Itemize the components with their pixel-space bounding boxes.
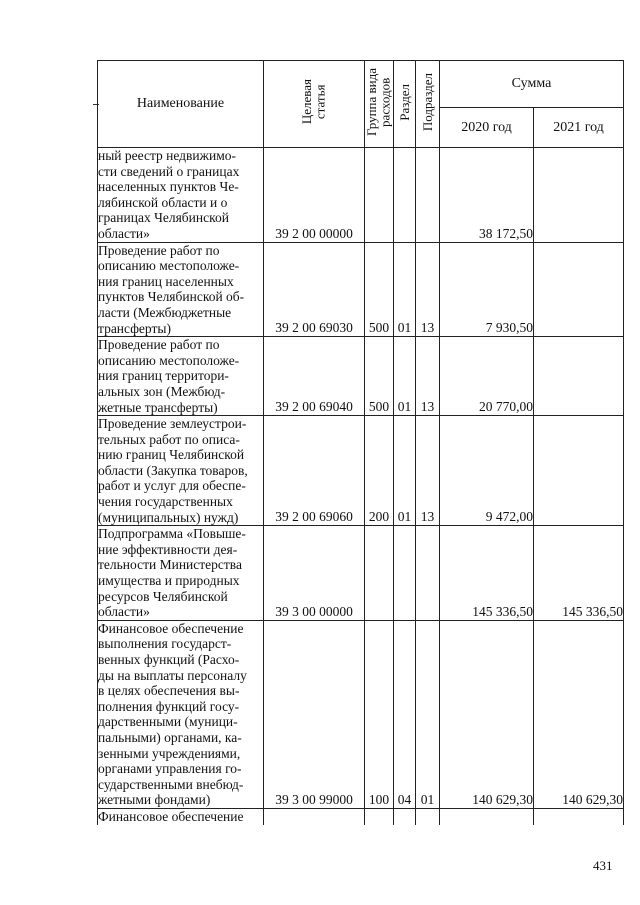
header-subsection-cell [416, 61, 440, 148]
row-target [264, 808, 365, 824]
row-subsection [416, 148, 440, 243]
header-section-cell [394, 61, 416, 148]
row-section: 01 [394, 337, 416, 416]
row-sum-2021 [534, 808, 624, 824]
table-row [98, 148, 624, 243]
table-header [98, 61, 624, 148]
budget-table [97, 60, 624, 825]
row-subsection: 13 [416, 242, 440, 337]
row-sum-2021 [534, 337, 624, 416]
row-sum-2020: 7 930,50 [440, 242, 534, 337]
row-subsection: 01 [416, 620, 440, 808]
row-sum-2020 [440, 808, 534, 824]
row-name: Финансовое обеспечение выполнения государст- венных функций (Расхо- ды на выплаты персоналу в целях обеспечения вы- полнения функций госу- дарственными (муници- пальными) органами, ка- зенными учреждениями, органами управления го- сударственными внебюд- жетными фондами) [98, 620, 264, 808]
row-subsection: 13 [416, 416, 440, 526]
row-group [365, 526, 394, 621]
row-target: 39 2 00 69060 [264, 416, 365, 526]
row-target: 39 3 00 00000 [264, 526, 365, 621]
header-sum: Сумма [440, 61, 624, 108]
row-group [365, 808, 394, 824]
row-sum-2021: 145 336,50 [534, 526, 624, 621]
table-body [98, 148, 624, 825]
header-expense-group: Группа вида расходов [364, 68, 393, 136]
row-sum-2020: 20 770,00 [440, 337, 534, 416]
row-section: 01 [394, 242, 416, 337]
header-subsection: Подраздел [419, 72, 435, 132]
header-target: Целевая статья [299, 79, 328, 125]
table-row [98, 808, 624, 824]
row-sum-2020: 9 472,00 [440, 416, 534, 526]
row-section: 04 [394, 620, 416, 808]
header-year-2020: 2020 год [440, 108, 534, 148]
row-group: 200 [365, 416, 394, 526]
table-row [98, 337, 624, 416]
row-group [365, 148, 394, 243]
row-target: 39 2 00 00000 [264, 148, 365, 243]
row-section: 01 [394, 416, 416, 526]
row-sum-2021: 140 629,30 [534, 620, 624, 808]
page-number: 431 [593, 858, 613, 873]
row-section [394, 148, 416, 243]
header-year-2021: 2021 год [534, 108, 624, 148]
table-row [98, 620, 624, 808]
row-sum-2021 [534, 242, 624, 337]
row-name: Проведение работ по описанию местоположе- ния границ территори- альных зон (Межбюд- жетные трансферты) [98, 337, 264, 416]
row-subsection [416, 526, 440, 621]
table-row [98, 416, 624, 526]
row-sum-2020: 145 336,50 [440, 526, 534, 621]
row-name: Проведение работ по описанию местоположе- ния границ населенных пунктов Челябинской об- ласти (Межбюджетные трансферты) [98, 242, 264, 337]
row-name: Проведение землеустрои- тельных работ по описа- нию границ Челябинской области (Закупка товаров, работ и услуг для обеспе- чения государственных (муниципальных) нужд) [98, 416, 264, 526]
row-group: 100 [365, 620, 394, 808]
row-subsection: 13 [416, 337, 440, 416]
row-target: 39 2 00 69030 [264, 242, 365, 337]
row-section [394, 808, 416, 824]
header-name: Наименование [98, 61, 264, 148]
header-section: Раздел [396, 83, 412, 121]
row-section [394, 526, 416, 621]
row-sum-2020: 38 172,50 [440, 148, 534, 243]
row-target: 39 3 00 99000 [264, 620, 365, 808]
row-sum-2021 [534, 148, 624, 243]
header-group-cell [365, 61, 394, 148]
row-name: Подпрограмма «Повыше- ние эффективности дея- тельности Министерства имущества и природных ресурсов Челябинской области» [98, 526, 264, 621]
row-group: 500 [365, 337, 394, 416]
header-target-cell [264, 61, 365, 148]
table-row [98, 526, 624, 621]
row-target: 39 2 00 69040 [264, 337, 365, 416]
row-group: 500 [365, 242, 394, 337]
row-name: ный реестр недвижимо- сти сведений о границах населенных пунктов Че- лябинской области и о границах Челябинской области» [98, 148, 264, 243]
row-sum-2021 [534, 416, 624, 526]
row-name: Финансовое обеспечение [98, 808, 264, 824]
table-row [98, 242, 624, 337]
row-sum-2020: 140 629,30 [440, 620, 534, 808]
row-subsection [416, 808, 440, 824]
